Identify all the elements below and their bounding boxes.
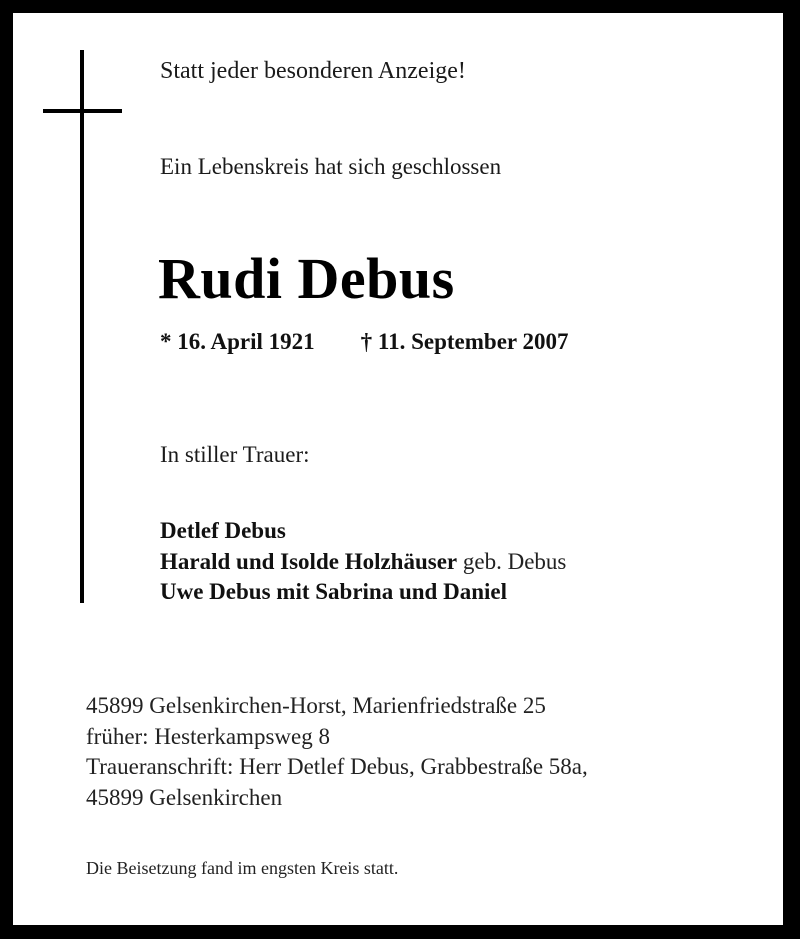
family-member	[160, 516, 566, 547]
family-member-name: Detlef Debus	[160, 518, 286, 543]
mourning-line: In stiller Trauer:	[160, 442, 310, 467]
family-member	[160, 547, 566, 578]
deceased-name: Rudi Debus	[158, 246, 455, 311]
address-line: 45899 Gelsenkirchen-Horst, Marienfriedstraße 25	[86, 693, 546, 718]
address-line: früher: Hesterkampsweg 8	[86, 723, 330, 749]
life-dates	[160, 329, 568, 355]
birth-date: * 16. April 1921	[160, 329, 315, 354]
family-member	[160, 577, 566, 608]
address-line: 45899 Gelsenkirchen	[86, 784, 283, 810]
death-date: † 11. September 2007	[360, 329, 569, 354]
family-member-suffix: geb. Debus	[457, 548, 567, 574]
subtitle-line: Ein Lebenskreis hat sich geschlossen	[160, 154, 502, 179]
family-member-name: Harald und Isolde Holzhäuser	[160, 548, 458, 574]
family-list	[160, 516, 566, 608]
intro-line: Statt jeder besonderen Anzeige!	[160, 58, 466, 84]
cross-icon-vertical	[80, 50, 84, 603]
cross-icon-horizontal	[43, 109, 122, 113]
obituary-notice	[13, 13, 783, 925]
closing-note: Die Beisetzung fand im engsten Kreis statt.	[86, 858, 399, 878]
family-member-name: Uwe Debus mit Sabrina und Daniel	[160, 579, 507, 604]
address-block	[86, 691, 588, 813]
address-line: Traueranschrift: Herr Detlef Debus, Grabbestraße 58a,	[86, 754, 588, 779]
